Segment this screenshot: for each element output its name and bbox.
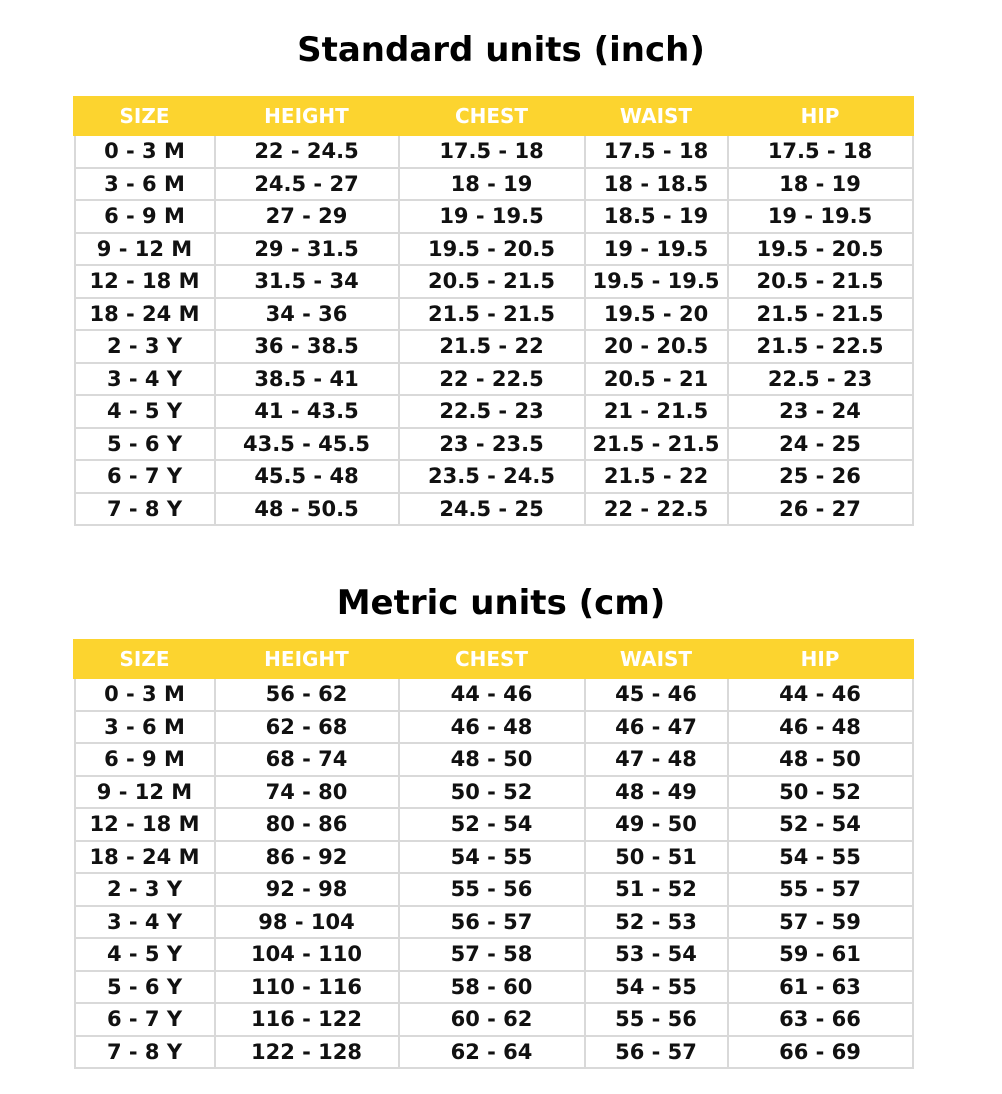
size-cell: 18 - 24 M [75,841,215,874]
chest-cell: 20.5 - 21.5 [399,265,585,298]
chest-cell: 60 - 62 [399,1003,585,1036]
size-cell: 6 - 9 M [75,743,215,776]
column-header-hip: HIP [728,641,913,678]
height-cell: 80 - 86 [215,808,399,841]
chest-cell: 21.5 - 21.5 [399,298,585,331]
table-row [75,1003,913,1036]
waist-cell: 19.5 - 20 [585,298,728,331]
hip-cell: 21.5 - 21.5 [728,298,913,331]
waist-cell: 21.5 - 22 [585,460,728,493]
height-cell: 43.5 - 45.5 [215,428,399,461]
waist-cell: 18.5 - 19 [585,200,728,233]
table-body [75,678,913,1069]
hip-cell: 44 - 46 [728,678,913,711]
hip-cell: 18 - 19 [728,168,913,201]
chest-cell: 62 - 64 [399,1036,585,1069]
hip-cell: 20.5 - 21.5 [728,265,913,298]
size-cell: 7 - 8 Y [75,493,215,526]
chest-cell: 23 - 23.5 [399,428,585,461]
table-row [75,428,913,461]
height-cell: 45.5 - 48 [215,460,399,493]
waist-cell: 19.5 - 19.5 [585,265,728,298]
waist-cell: 48 - 49 [585,776,728,809]
waist-cell: 21.5 - 21.5 [585,428,728,461]
table-row [75,678,913,711]
metric-units-title: Metric units (cm) [336,583,666,623]
size-cell: 3 - 6 M [75,711,215,744]
size-cell: 9 - 12 M [75,233,215,266]
height-cell: 68 - 74 [215,743,399,776]
waist-cell: 22 - 22.5 [585,493,728,526]
standard-units-title: Standard units (inch) [297,30,705,70]
waist-cell: 49 - 50 [585,808,728,841]
chest-cell: 57 - 58 [399,938,585,971]
hip-cell: 17.5 - 18 [728,135,913,168]
hip-cell: 48 - 50 [728,743,913,776]
height-cell: 27 - 29 [215,200,399,233]
table-header [75,641,913,678]
height-cell: 62 - 68 [215,711,399,744]
size-cell: 9 - 12 M [75,776,215,809]
waist-cell: 52 - 53 [585,906,728,939]
table-body [75,135,913,526]
height-cell: 24.5 - 27 [215,168,399,201]
table-row [75,776,913,809]
hip-cell: 55 - 57 [728,873,913,906]
chest-cell: 23.5 - 24.5 [399,460,585,493]
column-header-hip: HIP [728,98,913,135]
column-header-waist: WAIST [585,98,728,135]
chest-cell: 44 - 46 [399,678,585,711]
size-cell: 2 - 3 Y [75,873,215,906]
waist-cell: 18 - 18.5 [585,168,728,201]
table-row [75,873,913,906]
height-cell: 38.5 - 41 [215,363,399,396]
chest-cell: 21.5 - 22 [399,330,585,363]
chest-cell: 46 - 48 [399,711,585,744]
column-header-chest: CHEST [399,641,585,678]
waist-cell: 54 - 55 [585,971,728,1004]
waist-cell: 46 - 47 [585,711,728,744]
height-cell: 104 - 110 [215,938,399,971]
chest-cell: 56 - 57 [399,906,585,939]
hip-cell: 61 - 63 [728,971,913,1004]
hip-cell: 52 - 54 [728,808,913,841]
size-cell: 2 - 3 Y [75,330,215,363]
height-cell: 48 - 50.5 [215,493,399,526]
chest-cell: 58 - 60 [399,971,585,1004]
header-row [75,641,913,678]
table-row [75,135,913,168]
hip-cell: 19.5 - 20.5 [728,233,913,266]
chest-cell: 55 - 56 [399,873,585,906]
height-cell: 36 - 38.5 [215,330,399,363]
waist-cell: 45 - 46 [585,678,728,711]
waist-cell: 55 - 56 [585,1003,728,1036]
height-cell: 116 - 122 [215,1003,399,1036]
height-cell: 34 - 36 [215,298,399,331]
hip-cell: 23 - 24 [728,395,913,428]
table-row [75,906,913,939]
column-header-waist: WAIST [585,641,728,678]
hip-cell: 24 - 25 [728,428,913,461]
table-row [75,330,913,363]
size-cell: 4 - 5 Y [75,938,215,971]
hip-cell: 59 - 61 [728,938,913,971]
height-cell: 92 - 98 [215,873,399,906]
size-cell: 4 - 5 Y [75,395,215,428]
table-row [75,743,913,776]
chest-cell: 19 - 19.5 [399,200,585,233]
waist-cell: 21 - 21.5 [585,395,728,428]
header-row [75,98,913,135]
height-cell: 41 - 43.5 [215,395,399,428]
waist-cell: 19 - 19.5 [585,233,728,266]
size-cell: 6 - 9 M [75,200,215,233]
table-row [75,460,913,493]
hip-cell: 50 - 52 [728,776,913,809]
table-row [75,1036,913,1069]
table-row [75,298,913,331]
standard-size-table [73,96,914,526]
size-cell: 12 - 18 M [75,265,215,298]
waist-cell: 20 - 20.5 [585,330,728,363]
hip-cell: 19 - 19.5 [728,200,913,233]
table-row [75,363,913,396]
chest-cell: 54 - 55 [399,841,585,874]
hip-cell: 54 - 55 [728,841,913,874]
column-header-chest: CHEST [399,98,585,135]
table-row [75,971,913,1004]
waist-cell: 47 - 48 [585,743,728,776]
size-cell: 12 - 18 M [75,808,215,841]
height-cell: 29 - 31.5 [215,233,399,266]
hip-cell: 63 - 66 [728,1003,913,1036]
table-row [75,395,913,428]
chest-cell: 22 - 22.5 [399,363,585,396]
table-row [75,493,913,526]
height-cell: 110 - 116 [215,971,399,1004]
size-cell: 18 - 24 M [75,298,215,331]
table-row [75,233,913,266]
size-cell: 5 - 6 Y [75,428,215,461]
column-header-size: SIZE [75,98,215,135]
waist-cell: 53 - 54 [585,938,728,971]
waist-cell: 51 - 52 [585,873,728,906]
height-cell: 56 - 62 [215,678,399,711]
waist-cell: 17.5 - 18 [585,135,728,168]
table-row [75,265,913,298]
table-row [75,808,913,841]
chest-cell: 17.5 - 18 [399,135,585,168]
size-cell: 3 - 4 Y [75,906,215,939]
table-row [75,711,913,744]
hip-cell: 26 - 27 [728,493,913,526]
metric-size-table [73,639,914,1069]
hip-cell: 66 - 69 [728,1036,913,1069]
chest-cell: 50 - 52 [399,776,585,809]
hip-cell: 57 - 59 [728,906,913,939]
height-cell: 98 - 104 [215,906,399,939]
size-cell: 5 - 6 Y [75,971,215,1004]
waist-cell: 20.5 - 21 [585,363,728,396]
table-row [75,168,913,201]
size-cell: 3 - 4 Y [75,363,215,396]
column-header-height: HEIGHT [215,641,399,678]
chest-cell: 18 - 19 [399,168,585,201]
size-cell: 3 - 6 M [75,168,215,201]
height-cell: 22 - 24.5 [215,135,399,168]
hip-cell: 46 - 48 [728,711,913,744]
height-cell: 122 - 128 [215,1036,399,1069]
chest-cell: 24.5 - 25 [399,493,585,526]
chest-cell: 48 - 50 [399,743,585,776]
size-cell: 7 - 8 Y [75,1036,215,1069]
size-cell: 6 - 7 Y [75,1003,215,1036]
height-cell: 74 - 80 [215,776,399,809]
table-row [75,200,913,233]
hip-cell: 25 - 26 [728,460,913,493]
chest-cell: 52 - 54 [399,808,585,841]
waist-cell: 50 - 51 [585,841,728,874]
size-cell: 0 - 3 M [75,135,215,168]
table-header [75,98,913,135]
table-row [75,841,913,874]
chest-cell: 22.5 - 23 [399,395,585,428]
height-cell: 31.5 - 34 [215,265,399,298]
column-header-height: HEIGHT [215,98,399,135]
height-cell: 86 - 92 [215,841,399,874]
size-cell: 6 - 7 Y [75,460,215,493]
hip-cell: 22.5 - 23 [728,363,913,396]
size-cell: 0 - 3 M [75,678,215,711]
hip-cell: 21.5 - 22.5 [728,330,913,363]
chest-cell: 19.5 - 20.5 [399,233,585,266]
table-row [75,938,913,971]
column-header-size: SIZE [75,641,215,678]
waist-cell: 56 - 57 [585,1036,728,1069]
